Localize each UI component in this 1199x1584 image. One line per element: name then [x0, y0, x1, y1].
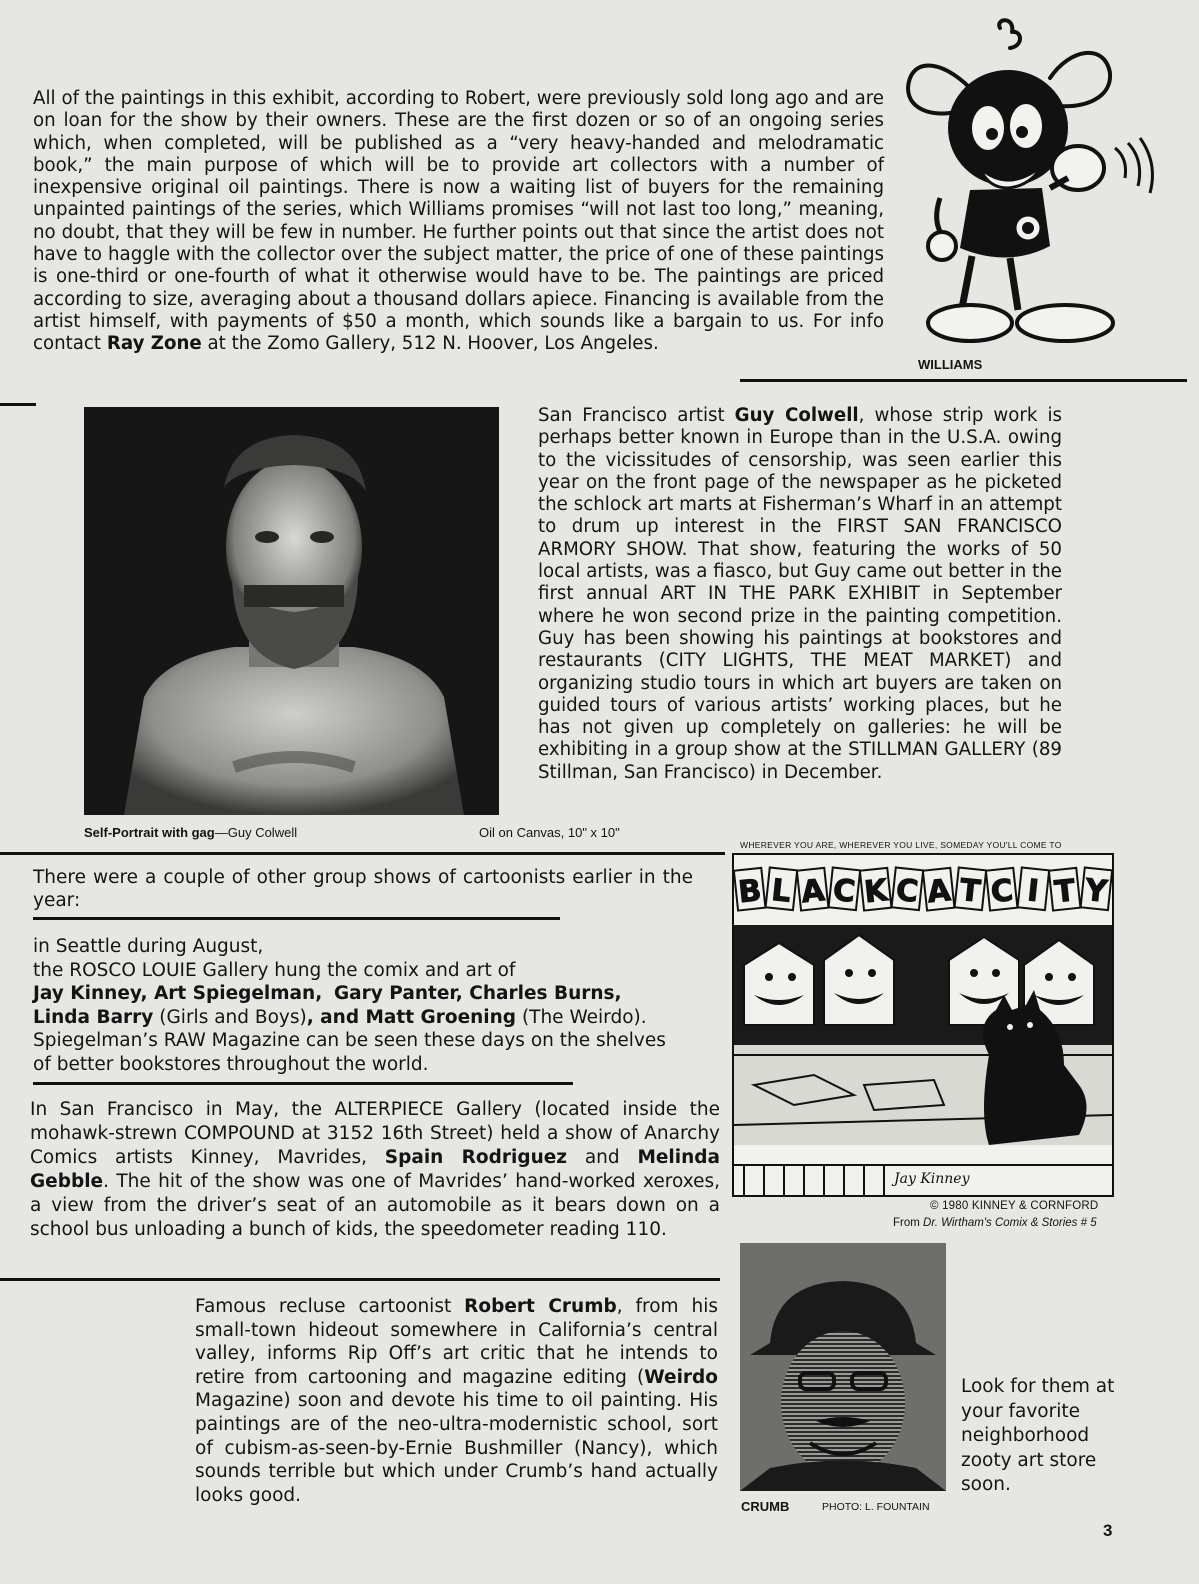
crumb-caption-photo-credit: PHOTO: L. FOUNTAIN [822, 1501, 930, 1513]
title-letter [923, 868, 955, 911]
crumb-caption-name: CRUMB [741, 1499, 790, 1514]
svg-text:C: C [831, 872, 857, 910]
rule-crumb [0, 1278, 720, 1281]
rule-mid [0, 852, 725, 855]
black-cat-city-drawing [734, 855, 1112, 1195]
robert-crumb-name: Robert Crumb [464, 1296, 617, 1317]
title-letter [734, 868, 765, 911]
title-letter [1081, 867, 1112, 910]
group-shows-intro: There were a couple of other group shows of cartoonists earlier in the year: [33, 867, 693, 911]
williams-caption: WILLIAMS [918, 357, 983, 372]
svg-text:C: C [989, 873, 1015, 911]
black-cat-signature: Jay Kinney [894, 1171, 970, 1187]
title-letter [829, 867, 861, 910]
guy-colwell-self-portrait [84, 407, 499, 815]
title-letter [1018, 867, 1050, 910]
black-cat-copyright: © 1980 KINNEY & CORNFORD [930, 1200, 1099, 1212]
svg-text:C: C [894, 872, 920, 910]
rule-group-2 [33, 1082, 573, 1085]
svg-text:L: L [769, 872, 793, 910]
svg-text:T: T [1052, 873, 1077, 911]
black-cat-tagline: WHEREVER YOU ARE, WHEREVER YOU LIVE, SOMEDAY YOU'LL COME TO [740, 840, 1062, 850]
title-letter [1049, 868, 1081, 911]
robert-crumb-photo [740, 1243, 946, 1491]
svg-text:T: T [958, 872, 983, 910]
title-letter [797, 868, 829, 911]
svg-text:A: A [799, 873, 827, 911]
portrait-drawing [84, 407, 499, 815]
rule-group-1 [33, 917, 560, 920]
portrait-medium-caption: Oil on Canvas, 10" x 10" [479, 825, 620, 840]
guy-colwell-paragraph: San Francisco artist Guy Colwell, whose strip work is perhaps better known in Europe than in the U.S.A. owing to the vicissitudes of censorship, was seen earlier this year on the front page of the newspaper as he picketed the schlock art marts at Fisherman’s Wharf in an attempt to drum up interest in the FIRST SAN FRANCISCO ARMORY SHOW. That show, featuring the works of 50 local artists, was a fiasco, but Guy came out better in the first annual ART IN THE PARK EXHIBIT in September where he won second prize in the painting competition. Guy has been showing his paintings at bookstores and restaurants (CITY LIGHTS, THE MEAT MARKET) and organizing studio tours in which art buyers are taken on guided tours of various artists’ working places, but he has not given up completely on galleries: he will be exhibiting in a group show at the STILLMAN GALLERY (89 Stillman, San Francisco) in December. [538, 405, 1062, 783]
crumb-side-note: Look for them at your favorite neighborhood zooty art store soon. [961, 1376, 1115, 1495]
title-letter [892, 867, 924, 910]
black-cat-city-illustration [732, 853, 1114, 1197]
svg-text:A: A [925, 873, 953, 911]
svg-text:Y: Y [1083, 872, 1109, 910]
guy-colwell-name: Guy Colwell [734, 405, 859, 426]
portrait-caption: Self-Portrait with gag—Guy Colwell [84, 825, 298, 840]
crumb-portrait-drawing [740, 1243, 946, 1491]
rule-top-right [740, 379, 1187, 382]
intro-paragraph: All of the paintings in this exhibit, according to Robert, were previously sold long ago and are on loan for the show by their owners. These are the first dozen or so of an ongoing series which, when completed, will be published as a “very heavy-handed and melodramatic book,” the main purpose of which will be to provide art collectors with a number of inexpensive original oil paintings. There is now a waiting list of buyers for the remaining unpainted paintings of the series, which Williams promises “will not last too long,” meaning, no doubt, that they will be few in number. He further points out that since the artist does not have to haggle with the collector over the subject matter, the price of one of these paintings is one-third or one-fourth of what it otherwise would have to be. The paintings are priced according to size, averaging about a thousand dollars apiece. Financing is available from the artist himself, with payments of $50 a month, which sounds like a bargain to us. For info contact Ray Zone at the Zomo Gallery, 512 N. Hoover, Los Angeles. [33, 88, 884, 355]
svg-text:K: K [862, 873, 890, 911]
rule-top-left [0, 403, 36, 406]
seattle-show-paragraph: in Seattle during August, the ROSCO LOUIE Gallery hung the comix and art of Jay Kinney, Art Spiegelman, Gary Panter, Charles Burns, Linda Barry (Girls and Boys), and Matt Groening (The Weirdo). Spiegelman’s RAW Magazine can be seen these days on the shelves of better bookstores throughout the world. [33, 936, 666, 1075]
title-letter [860, 868, 892, 911]
black-cat-source: From Dr. Wirtham's Comix & Stories # 5 [893, 1217, 1097, 1229]
svg-text:B: B [736, 873, 764, 911]
title-letter [766, 867, 798, 910]
ray-zone-name: Ray Zone [106, 333, 202, 355]
title-letter [955, 867, 987, 910]
page-number: 3 [1103, 1521, 1113, 1540]
title-letter [986, 868, 1018, 911]
robert-crumb-paragraph: Famous recluse cartoonist Robert Crumb, from his small-town hideout somewhere in California’s central valley, informs Rip Off’s art critic that he intends to retire from cartooning and magazine editing (Weirdo Magazine) soon and devote his time to oil painting. His paintings are of the neo-ultra-modernistic school, sort of cubism-as-seen-by-Ernie Bushmiller (Nancy), which sounds terrible but which under Crumb’s hand actually looks good. [195, 1296, 718, 1506]
williams-rabbit-cartoon [900, 18, 1160, 358]
san-francisco-show-paragraph: In San Francisco in May, the ALTERPIECE Gallery (located inside the mohawk-strewn COMPOUND at 3152 16th Street) held a show of Anarchy Comics artists Kinney, Mavrides, Spain Rodriguez and Melinda Gebble. The hit of the show was one of Mavrides’ hand-worked xeroxes, a view from the driver’s seat of an automobile as it bears down on a school bus unloading a bunch of kids, the speedometer reading 110. [30, 1099, 720, 1240]
svg-text:I: I [1025, 873, 1041, 910]
